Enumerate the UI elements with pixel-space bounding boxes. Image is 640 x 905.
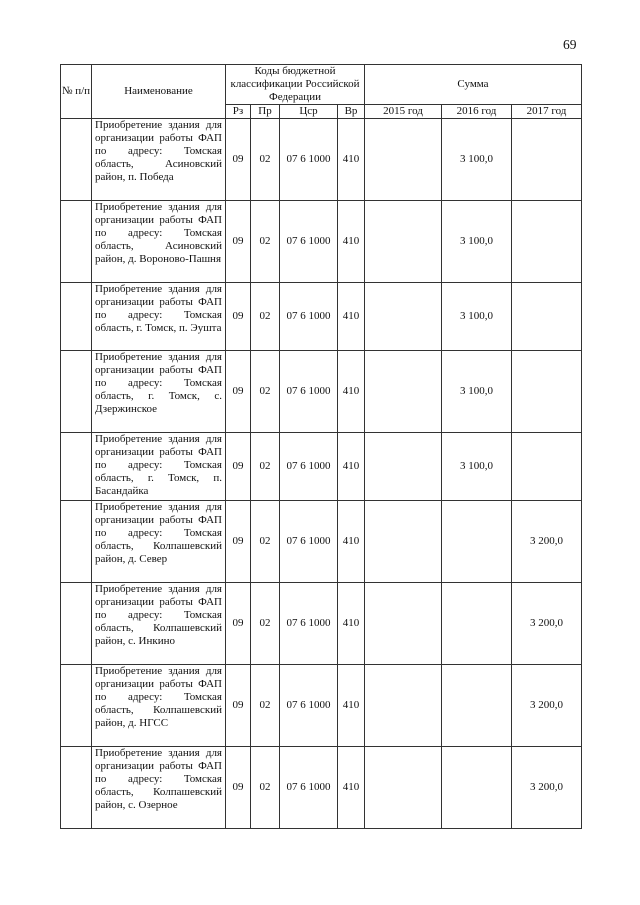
table-header: [61, 65, 582, 119]
cell-2015: [365, 283, 442, 351]
table-row: [61, 501, 582, 583]
cell-name: Приобретение здания для организации работы ФАП по адресу: Томская область, Колпашевский район, д. Север: [92, 501, 226, 583]
cell-vr: 410: [338, 583, 365, 665]
table-row: [61, 351, 582, 433]
cell-rz: 09: [226, 665, 251, 747]
header-codes-group: Коды бюджетной классификации Российской Федерации: [226, 65, 365, 105]
table-row: [61, 583, 582, 665]
cell-2015: [365, 501, 442, 583]
cell-2017: [512, 433, 582, 501]
cell-num: [61, 501, 92, 583]
header-code-csr: Цср: [280, 105, 338, 119]
cell-name: Приобретение здания для организации работы ФАП по адресу: Томская область, Асиновский район, п. Победа: [92, 119, 226, 201]
cell-pr: 02: [251, 665, 280, 747]
cell-pr: 02: [251, 283, 280, 351]
cell-2015: [365, 747, 442, 829]
cell-name: Приобретение здания для организации работы ФАП по адресу: Томская область, г. Томск, п. Басандайка: [92, 433, 226, 501]
cell-rz: 09: [226, 119, 251, 201]
header-year-2015: 2015 год: [365, 105, 442, 119]
budget-table: [60, 64, 582, 829]
cell-2017: 3 200,0: [512, 747, 582, 829]
cell-csr: 07 6 1000: [280, 501, 338, 583]
cell-csr: 07 6 1000: [280, 583, 338, 665]
cell-name: Приобретение здания для организации работы ФАП по адресу: Томская область, г. Томск, с. Дзержинское: [92, 351, 226, 433]
table-row: [61, 433, 582, 501]
cell-2017: [512, 283, 582, 351]
cell-vr: 410: [338, 665, 365, 747]
cell-vr: 410: [338, 201, 365, 283]
cell-2017: 3 200,0: [512, 501, 582, 583]
page-number: 69: [563, 37, 577, 52]
cell-rz: 09: [226, 351, 251, 433]
cell-name: Приобретение здания для организации работы ФАП по адресу: Томская область, Асиновский район, д. Вороново-Пашня: [92, 201, 226, 283]
cell-2016: 3 100,0: [442, 351, 512, 433]
cell-2015: [365, 201, 442, 283]
cell-pr: 02: [251, 351, 280, 433]
header-code-pr: Пр: [251, 105, 280, 119]
cell-2015: [365, 351, 442, 433]
cell-vr: 410: [338, 283, 365, 351]
table-body: [61, 119, 582, 829]
header-code-vr: Вр: [338, 105, 365, 119]
cell-vr: 410: [338, 501, 365, 583]
cell-vr: 410: [338, 433, 365, 501]
cell-csr: 07 6 1000: [280, 747, 338, 829]
cell-num: [61, 351, 92, 433]
cell-num: [61, 665, 92, 747]
cell-csr: 07 6 1000: [280, 351, 338, 433]
cell-2016: [442, 747, 512, 829]
header-code-rz: Рз: [226, 105, 251, 119]
cell-pr: 02: [251, 747, 280, 829]
cell-2017: [512, 119, 582, 201]
cell-num: [61, 583, 92, 665]
cell-2017: [512, 201, 582, 283]
cell-num: [61, 433, 92, 501]
cell-2016: [442, 501, 512, 583]
header-num: № п/п: [61, 65, 92, 119]
cell-rz: 09: [226, 747, 251, 829]
cell-csr: 07 6 1000: [280, 201, 338, 283]
cell-2015: [365, 665, 442, 747]
cell-2016: [442, 583, 512, 665]
cell-num: [61, 283, 92, 351]
table-row: [61, 119, 582, 201]
cell-rz: 09: [226, 283, 251, 351]
cell-2016: 3 100,0: [442, 201, 512, 283]
cell-2017: 3 200,0: [512, 665, 582, 747]
cell-2017: [512, 351, 582, 433]
cell-2016: 3 100,0: [442, 283, 512, 351]
cell-2016: 3 100,0: [442, 119, 512, 201]
table-row: [61, 201, 582, 283]
cell-csr: 07 6 1000: [280, 119, 338, 201]
cell-name: Приобретение здания для организации работы ФАП по адресу: Томская область, Колпашевский район, с. Инкино: [92, 583, 226, 665]
cell-name: Приобретение здания для организации работы ФАП по адресу: Томская область, Колпашевский район, с. Озерное: [92, 747, 226, 829]
cell-csr: 07 6 1000: [280, 665, 338, 747]
cell-pr: 02: [251, 119, 280, 201]
cell-rz: 09: [226, 501, 251, 583]
cell-pr: 02: [251, 201, 280, 283]
header-sum-group: Сумма: [365, 65, 582, 105]
cell-2015: [365, 433, 442, 501]
cell-name: Приобретение здания для организации работы ФАП по адресу: Томская область, г. Томск, п. Эушта: [92, 283, 226, 351]
cell-rz: 09: [226, 433, 251, 501]
cell-vr: 410: [338, 351, 365, 433]
cell-2015: [365, 119, 442, 201]
cell-csr: 07 6 1000: [280, 433, 338, 501]
header-name: Наименование: [92, 65, 226, 119]
cell-2015: [365, 583, 442, 665]
table-row: [61, 283, 582, 351]
cell-num: [61, 119, 92, 201]
cell-2016: 3 100,0: [442, 433, 512, 501]
cell-pr: 02: [251, 583, 280, 665]
cell-csr: 07 6 1000: [280, 283, 338, 351]
header-year-2016: 2016 год: [442, 105, 512, 119]
cell-rz: 09: [226, 201, 251, 283]
cell-rz: 09: [226, 583, 251, 665]
cell-pr: 02: [251, 501, 280, 583]
cell-pr: 02: [251, 433, 280, 501]
table-row: [61, 665, 582, 747]
cell-2017: 3 200,0: [512, 583, 582, 665]
cell-num: [61, 201, 92, 283]
header-year-2017: 2017 год: [512, 105, 582, 119]
cell-name: Приобретение здания для организации работы ФАП по адресу: Томская область, Колпашевский район, д. НГСС: [92, 665, 226, 747]
cell-vr: 410: [338, 747, 365, 829]
table-row: [61, 747, 582, 829]
cell-2016: [442, 665, 512, 747]
cell-num: [61, 747, 92, 829]
cell-vr: 410: [338, 119, 365, 201]
